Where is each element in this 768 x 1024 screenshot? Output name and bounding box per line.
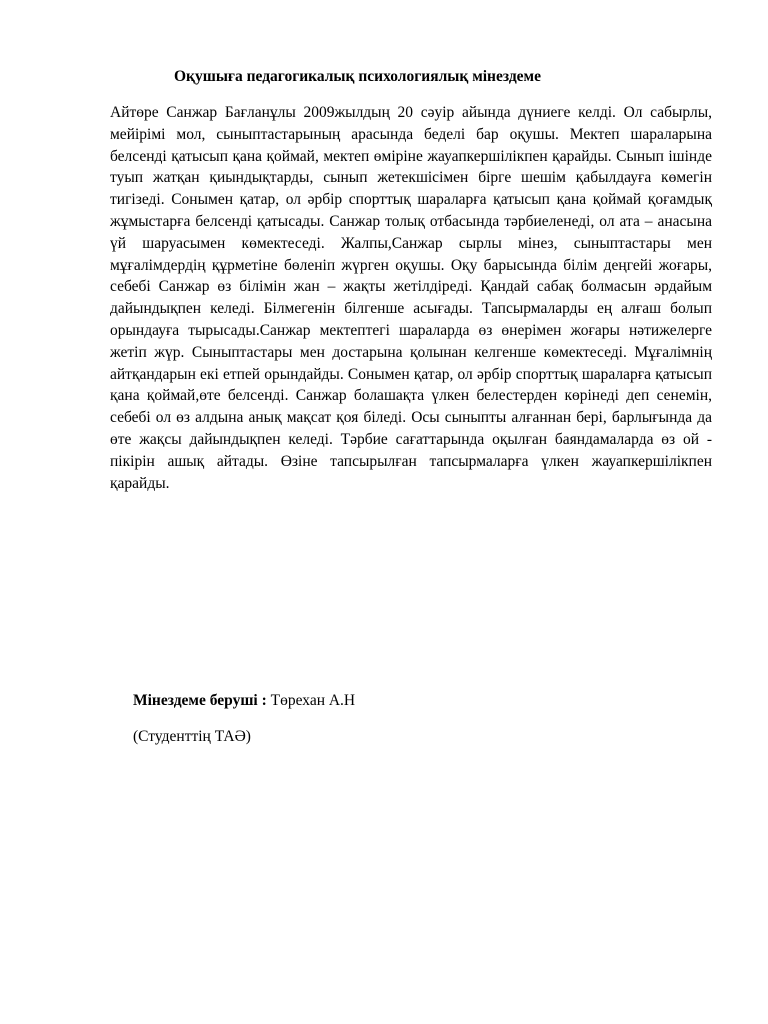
signature-label: Мінездеме беруші : bbox=[133, 692, 267, 709]
document-title: Оқушыға педагогикалық психологиялық мінездеме bbox=[174, 68, 541, 85]
document-body: Айтөре Санжар Бағланұлы 2009жылдың 20 сәуір айында дүниеге келді. Ол сабырлы, мейірімі мол, сыныптастарының арасында беделі бар оқушы. Мектеп шараларына белсенді қатысып қана қоймай, мектеп өміріне жауапкершілікпен қарайды. Сынып ішінде туып жатқан қиындықтарды, сынып жетекшісімен бірге шешім қабылдауға көмегін тигізеді. Сонымен қатар, ол әрбір спорттық шараларға қатысып қана қоймай қоғамдық жұмыстарға белсенді қатысады. Санжар толық отбасында тәрбиеленеді, ол ата – анасына үй шаруасымен көмектеседі. Жалпы,Санжар сырлы мінез, сыныптастары мен мұғалімдердің құрметіне бөленіп жүрген оқушы. Оқу барысында білім деңгейі жоғары, себебі Санжар өз білімін жан – жақты жетілдіреді. Қандай сабақ болмасын әрдайым дайындықпен келеді. Білмегенін білгенше асығады. Тапсырмаларды ең алғаш болып орындауға тырысады.Санжар мектептегі шараларда өз өнерімен жоғары нәтижелерге жетіп жүр. Сыныптастары мен достарына қолынан келгенше көмектеседі. Мұғалімнің айтқандарын екі етпей орындайды. Сонымен қатар, ол әрбір спорттық шараларға қатысып қана қоймай,өте белсенді. Санжар болашақта үлкен белестерден көрінеді деп сенемін, себебі ол өз алдына анық мақсат қоя біледі. Осы сыныпты алғаннан бері, барлығында да өте жақсы дайындықпен келеді. Тәрбие сағаттарында оқылған баяндамаларда өз ой - пікірін ашық айтады. Өзіне тапсырылған тапсырмаларға үлкен жауапкершілікпен қарайды. bbox=[110, 104, 712, 492]
signature-line bbox=[133, 692, 355, 710]
signature-name: Төрехан А.Н bbox=[266, 692, 356, 709]
student-note: (Студенттің ТАӘ) bbox=[133, 728, 251, 745]
